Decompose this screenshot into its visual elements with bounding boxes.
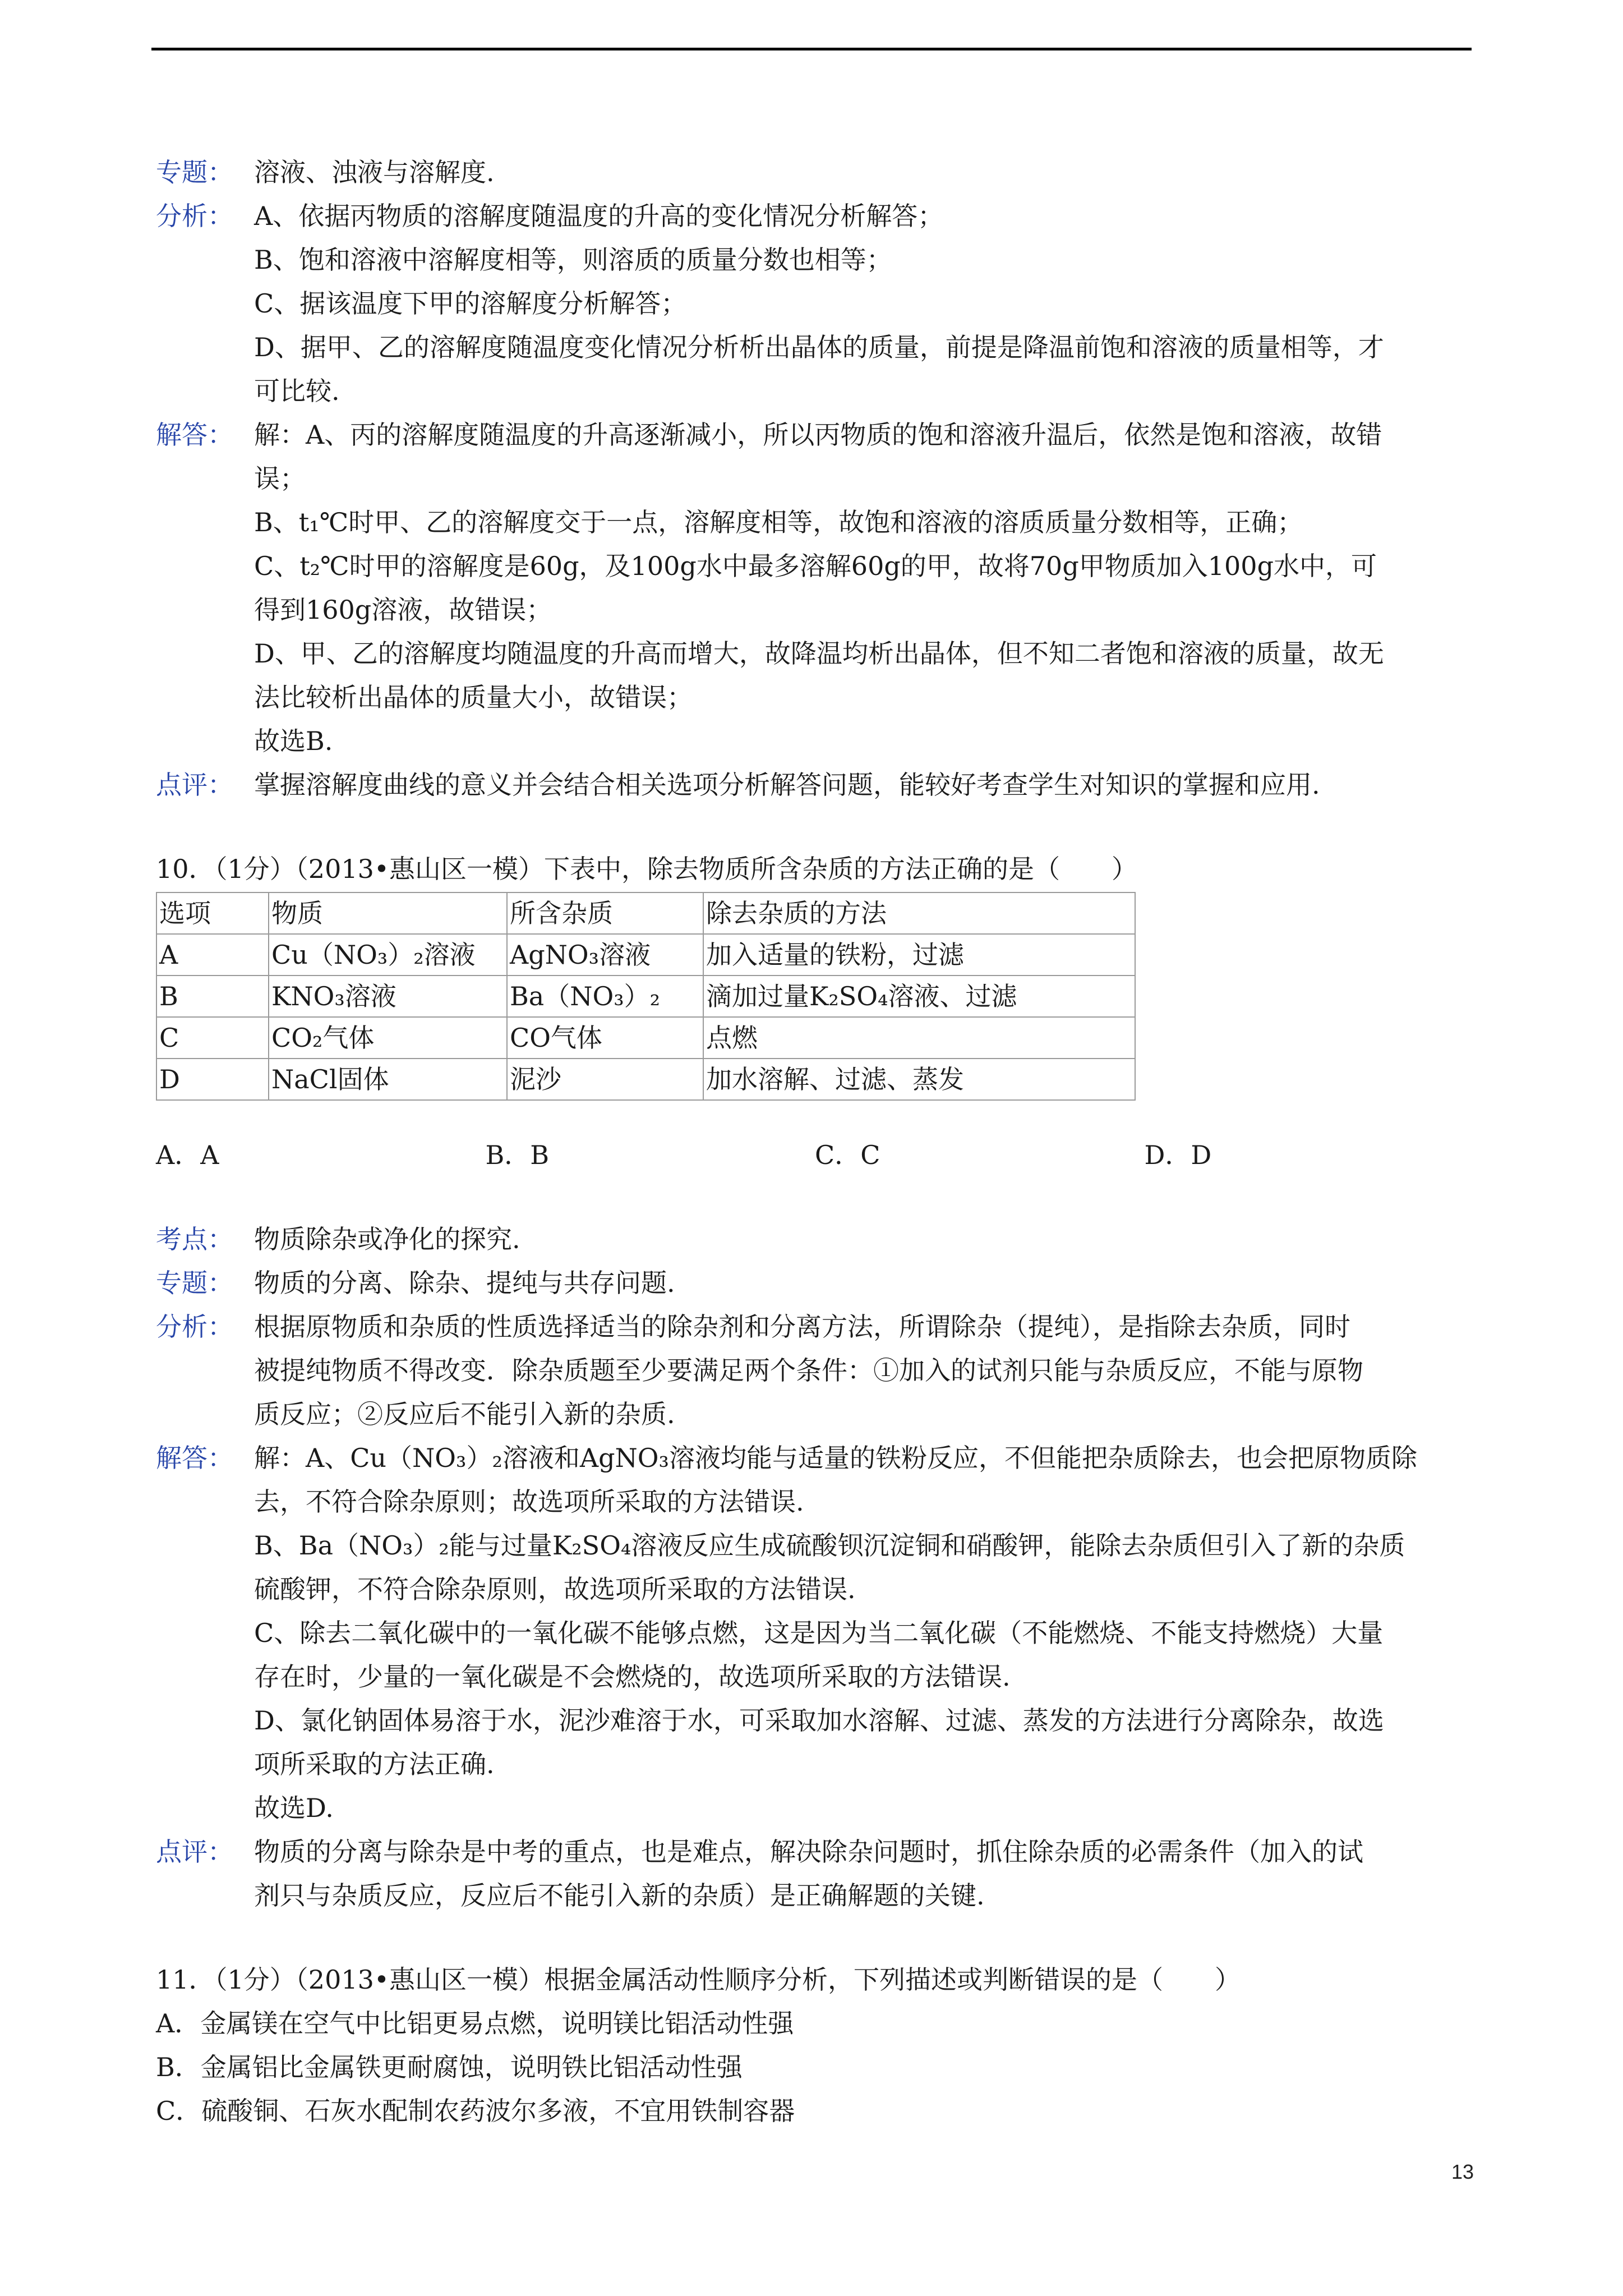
text-line: 物质的分离与除杂是中考的重点，也是难点，解决除杂问题时，抓住除杂质的必需条件（加入的试 — [254, 1837, 1363, 1867]
text-line: 剂只与杂质反应，反应后不能引入新的杂质）是正确解题的关键. — [254, 1880, 985, 1911]
table-header-cell: 所含杂质 — [507, 892, 703, 934]
text-line: 解：A、Cu（NO₃）₂溶液和AgNO₃溶液均能与适量的铁粉反应，不但能把杂质除去，也会把原物质除 — [254, 1443, 1417, 1473]
table-cell: Cu（NO₃）₂溶液 — [269, 934, 507, 976]
q9-explanation — [156, 150, 1474, 807]
text-line: C、据该温度下甲的溶解度分析解答； — [254, 288, 687, 319]
topic-row — [156, 1261, 1474, 1305]
analysis-tag: 分析： — [156, 1312, 233, 1342]
choice-b: B．B — [485, 1140, 550, 1170]
question-11 — [156, 1958, 1474, 2133]
table-header-cell: 除去杂质的方法 — [703, 892, 1135, 934]
text-line: 去，不符合除杂原则；故选项所采取的方法错误. — [254, 1487, 804, 1517]
answer-row — [156, 1436, 1474, 1830]
table-header-cell: 物质 — [269, 892, 507, 934]
table-cell: NaCl固体 — [269, 1059, 507, 1100]
knowledge-point-row — [156, 1217, 1474, 1261]
table-cell: D — [156, 1059, 269, 1100]
table-cell: C — [156, 1017, 269, 1059]
text-line: 硫酸钾，不符合除杂原则，故选项所采取的方法错误. — [254, 1574, 856, 1604]
text-line: D、氯化钠固体易溶于水，泥沙难溶于水，可采取加水溶解、过滤、蒸发的方法进行分离除杂，故选 — [254, 1705, 1384, 1736]
table-row — [156, 1059, 1135, 1100]
table-cell: B — [156, 976, 269, 1017]
table-row — [156, 934, 1135, 976]
option-a: A．金属镁在空气中比铝更易点燃，说明镁比铝活动性强 — [156, 2008, 794, 2039]
table-cell: CO气体 — [507, 1017, 703, 1059]
table-header-cell: 选项 — [156, 892, 269, 934]
text-line: B、Ba（NO₃）₂能与过量K₂SO₄溶液反应生成硫酸钡沉淀铜和硝酸钾，能除去杂质但引入了新的杂质 — [254, 1530, 1405, 1561]
text-line: 溶液、浊液与溶解度. — [254, 157, 495, 187]
table-cell: KNO₃溶液 — [269, 976, 507, 1017]
comment-row — [156, 1830, 1474, 1917]
text-line: B、饱和溶液中溶解度相等，则溶质的质量分数也相等； — [254, 245, 892, 275]
answer-tag: 解答： — [156, 420, 233, 450]
text-line: 物质除杂或净化的探究. — [254, 1224, 520, 1254]
text-line: 可比较. — [254, 376, 340, 406]
page-number: 13 — [1451, 2160, 1474, 2183]
table-row — [156, 1017, 1135, 1059]
topic-tag: 专题： — [156, 157, 233, 187]
option-c: C．硫酸铜、石灰水配制农药波尔多液，不宜用铁制容器 — [156, 2096, 795, 2126]
table-cell: A — [156, 934, 269, 976]
text-line: 故选B. — [254, 726, 333, 756]
text-line: 解：A、丙的溶解度随温度的升高逐渐减小，所以丙物质的饱和溶液升温后，依然是饱和溶液，故错 — [254, 420, 1382, 450]
choice-a: A．A — [156, 1140, 219, 1170]
analysis-row — [156, 1305, 1474, 1436]
choice-c: C．C — [815, 1140, 880, 1170]
text-line: C、t₂℃时甲的溶解度是60g，及100g水中最多溶解60g的甲，故将70g甲物质加入100g水中，可 — [254, 551, 1377, 581]
answer-tag: 解答： — [156, 1443, 233, 1473]
text-line: D、据甲、乙的溶解度随温度变化情况分析析出晶体的质量，前提是降温前饱和溶液的质量相等，才 — [254, 332, 1384, 362]
question-title: 11．（1分）（2013•惠山区一模）根据金属活动性顺序分析，下列描述或判断错误的是（ ） — [156, 1964, 1241, 1995]
option-b: B．金属铝比金属铁更耐腐蚀，说明铁比铝活动性强 — [156, 2052, 743, 2082]
answer-choices — [156, 1133, 1474, 1177]
header-rule — [151, 48, 1472, 50]
text-line: B、t₁℃时甲、乙的溶解度交于一点，溶解度相等，故饱和溶液的溶质质量分数相等，正确； — [254, 507, 1303, 537]
text-line: 存在时，少量的一氧化碳是不会燃烧的，故选项所采取的方法错误. — [254, 1662, 1011, 1692]
table-row — [156, 976, 1135, 1017]
table-cell: 滴加过量K₂SO₄溶液、过滤 — [703, 976, 1135, 1017]
table-cell: 泥沙 — [507, 1059, 703, 1100]
text-line: 根据原物质和杂质的性质选择适当的除杂剂和分离方法，所谓除杂（提纯），是指除去杂质，同时 — [254, 1312, 1350, 1342]
table-cell: 加水溶解、过滤、蒸发 — [703, 1059, 1135, 1100]
text-line: D、甲、乙的溶解度均随温度的升高而增大，故降温均析出晶体，但不知二者饱和溶液的质量，故无 — [254, 638, 1384, 669]
text-line: C、除去二氧化碳中的一氧化碳不能够点燃，这是因为当二氧化碳（不能燃烧、不能支持燃烧）大量 — [254, 1618, 1384, 1648]
table-cell: Ba（NO₃）₂ — [507, 976, 703, 1017]
impurity-table — [156, 892, 1136, 1101]
topic-row — [156, 150, 1474, 194]
text-line: 被提纯物质不得改变．除杂质题至少要满足两个条件：①加入的试剂只能与杂质反应，不能与原物 — [254, 1355, 1363, 1386]
text-line: 掌握溶解度曲线的意义并会结合相关选项分析解答问题，能较好考查学生对知识的掌握和应用. — [254, 770, 1320, 800]
page-content — [156, 150, 1474, 2133]
comment-tag: 点评： — [156, 1837, 233, 1867]
text-line: 法比较析出晶体的质量大小，故错误； — [254, 682, 693, 712]
question-10 — [156, 847, 1474, 1917]
text-line: 误； — [254, 463, 306, 494]
comment-tag: 点评： — [156, 770, 233, 800]
topic-tag: 专题： — [156, 1268, 233, 1298]
text-line: 质反应；②反应后不能引入新的杂质. — [254, 1399, 675, 1429]
question-title: 10．（1分）（2013•惠山区一模）下表中，除去物质所含杂质的方法正确的是（ ） — [156, 854, 1137, 884]
text-line: 得到160g溶液，故错误； — [254, 595, 552, 625]
comment-row — [156, 763, 1474, 807]
text-line: 物质的分离、除杂、提纯与共存问题. — [254, 1268, 675, 1298]
table-cell: CO₂气体 — [269, 1017, 507, 1059]
table-cell: AgNO₃溶液 — [507, 934, 703, 976]
text-line: 故选D. — [254, 1793, 334, 1823]
answer-row — [156, 413, 1474, 763]
text-line: 项所采取的方法正确. — [254, 1749, 495, 1779]
choice-d: D．D — [1144, 1140, 1212, 1170]
table-header-row — [156, 892, 1135, 934]
knowledge-point-tag: 考点： — [156, 1224, 233, 1254]
text-line: A、依据丙物质的溶解度随温度的升高的变化情况分析解答； — [254, 201, 944, 231]
table-cell: 点燃 — [703, 1017, 1135, 1059]
table-cell: 加入适量的铁粉，过滤 — [703, 934, 1135, 976]
analysis-tag: 分析： — [156, 201, 233, 231]
analysis-row — [156, 194, 1474, 413]
